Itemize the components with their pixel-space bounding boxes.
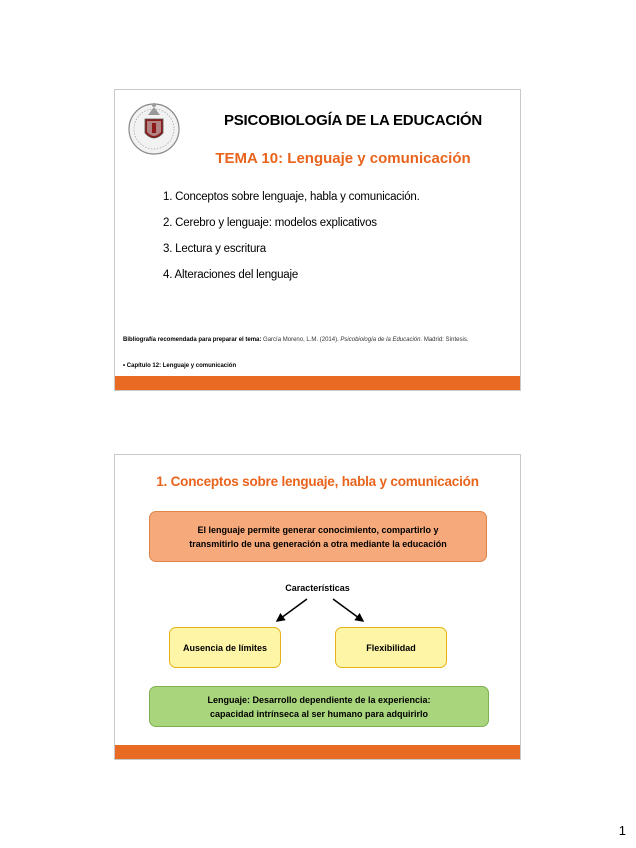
bibliography <box>123 336 513 345</box>
characteristics-label: Características <box>285 583 350 593</box>
page-number: 1 <box>618 823 626 838</box>
university-seal-icon <box>126 97 182 157</box>
development-line-2: capacidad intrínseca al ser humano para adquirirlo <box>209 708 429 719</box>
bibliography-label: Bibliografía recomendada para preparar el tema: <box>123 337 262 343</box>
list-item: 1. Conceptos sobre lenguaje, habla y comunicación. <box>163 191 420 203</box>
development-box <box>149 686 489 727</box>
limitless-box: Ausencia de límites <box>169 627 281 668</box>
flexibility-box: Flexibilidad <box>335 627 447 668</box>
definition-line-2: transmitirlo de una generación a otra mediante la educación <box>189 538 447 549</box>
topic-title: TEMA 10: Lenguaje y comunicación <box>215 150 471 167</box>
list-item: 3. Lectura y escritura <box>163 243 266 255</box>
footer-bar <box>115 745 520 759</box>
definition-box <box>149 511 487 562</box>
footer-bar <box>115 376 520 390</box>
bibliography-publisher: Madrid: Síntesis. <box>422 337 469 343</box>
course-title: PSICOBIOLOGÍA DE LA EDUCACIÓN <box>223 112 483 129</box>
section-title: 1. Conceptos sobre lenguaje, habla y comunicación <box>156 474 479 489</box>
definition-line-1: El lenguaje permite generar conocimiento, compartirlo y <box>197 524 439 535</box>
chapter-reference: • Capítulo 12: Lenguaje y comunicación <box>123 363 237 369</box>
topic-list <box>163 191 420 295</box>
bibliography-book: Psicobiología de la Educación. <box>340 337 423 343</box>
development-line-1: Lenguaje: Desarrollo dependiente de la experiencia: <box>207 694 431 705</box>
list-item: 2. Cerebro y lenguaje: modelos explicativos <box>163 217 377 229</box>
bibliography-ref: García Moreno, L.M. (2014). <box>261 337 341 343</box>
slide-1 <box>114 89 521 391</box>
list-item: 4. Alteraciones del lenguaje <box>163 269 299 281</box>
arrows-icon <box>265 595 375 627</box>
slide-2 <box>114 454 521 760</box>
